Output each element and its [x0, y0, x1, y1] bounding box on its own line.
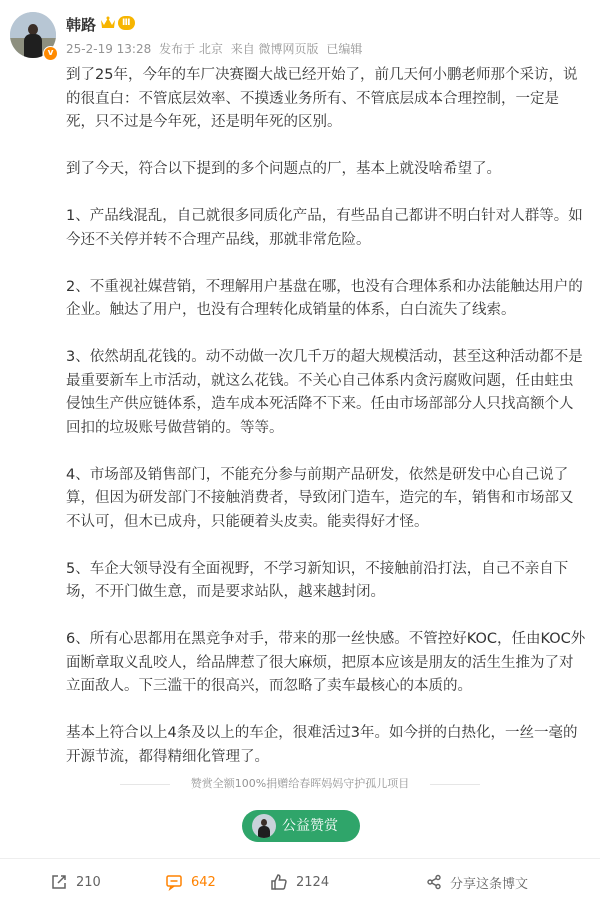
paragraph: 2、不重视社媒营销，不理解用户基盘在哪，也没有合理体系和办法能触达用户的企业。触达了用户，也没有合理转化成销量的体系，白白流失了线索。 [66, 278, 583, 318]
repost-button[interactable] [50, 864, 101, 900]
edited-label[interactable]: 已编辑 [326, 42, 363, 56]
comment-icon [165, 873, 183, 891]
repost-icon [50, 873, 68, 891]
action-bar [0, 864, 600, 900]
like-count: 2124 [296, 874, 330, 890]
share-button[interactable] [426, 864, 528, 900]
reward-note [0, 770, 600, 800]
paragraph: 1、产品线混乱，自己就很多同质化产品，有些品自己都讲不明白针对人群等。如今还不关停并转不合理产品线，那就非常危险。 [66, 208, 583, 248]
like-icon [270, 873, 288, 891]
repost-count: 210 [76, 874, 101, 890]
like-button[interactable] [270, 864, 329, 900]
post-meta [66, 40, 366, 57]
comment-count: 642 [191, 874, 216, 890]
charity-reward-button[interactable] [242, 810, 360, 842]
post-source: 来自 微博网页版 [230, 42, 319, 56]
comment-button[interactable] [165, 864, 216, 900]
crown-icon [100, 16, 116, 30]
paragraph: 4、市场部及销售部门，不能充分参与前期产品研发，依然是研发中心自己说了算，但因为研发部门不接触消费者，导致闭门造车，造完的车，销售和市场部又不认可，但木已成舟，只能硬着头皮卖。能卖得好才怪。 [66, 466, 574, 530]
paragraph: 6、所有心思都用在黑竞争对手，带来的那一丝快感。不管控好KOC，任由KOC外面断章取义乱咬人，给品牌惹了很大麻烦，把原本应该是朋友的活生生推为了对立面敌人。下三滥干的很高兴，而忽略了卖车最核心的本质的。 [66, 631, 586, 694]
share-icon [426, 874, 442, 890]
paragraph: 到了25年，今年的车厂决赛圈大战已经开始了，前几天何小鹏老师那个采访，说的很直白：不管底层效率、不摸透业务所有、不管底层成本合理控制，一定是死，只不过是今年死，还是明年死的区别。 [66, 67, 578, 130]
divider [430, 784, 480, 785]
divider [0, 858, 600, 859]
post-date[interactable]: 25-2-19 13:28 [66, 42, 152, 56]
verified-icon: v [43, 46, 58, 61]
author-name[interactable]: 韩路 [66, 16, 97, 34]
share-label: 分享这条博文 [450, 876, 529, 892]
charity-button-label: 公益赞赏 [282, 818, 338, 834]
paragraph: 基本上符合以上4条及以上的车企，很难活过3年。如今拼的白热化，一丝一毫的开源节流，都得精细化管理了。 [66, 725, 578, 765]
post-location: 发布于 北京 [159, 42, 223, 56]
level-badge: Ⅲ [118, 16, 135, 30]
paragraph: 3、依然胡乱花钱的。动不动做一次几千万的超大规模活动，甚至这种活动都不是最重要新车上市活动，就这么花钱。不关心自己体系内贪污腐败问题，任由蛀虫侵蚀生产供应链体系，造车成本死活降不下来。任由市场部部分人只找高额个人回扣的垃圾账号做营销的。等等。 [66, 349, 583, 436]
reward-text: 赞赏全额100%捐赠给春晖妈妈守护孤儿项目 [190, 777, 410, 790]
post-body [66, 64, 586, 793]
post-header [0, 0, 600, 62]
paragraph: 5、车企大领导没有全面视野，不学习新知识，不接触前沿打法，自己不亲自下场，不开门做生意，而是要求站队，越来越封闭。 [66, 560, 569, 600]
divider [120, 784, 170, 785]
paragraph: 到了今天，符合以下提到的多个问题点的厂，基本上就没啥希望了。 [66, 161, 501, 177]
avatar [252, 814, 276, 838]
